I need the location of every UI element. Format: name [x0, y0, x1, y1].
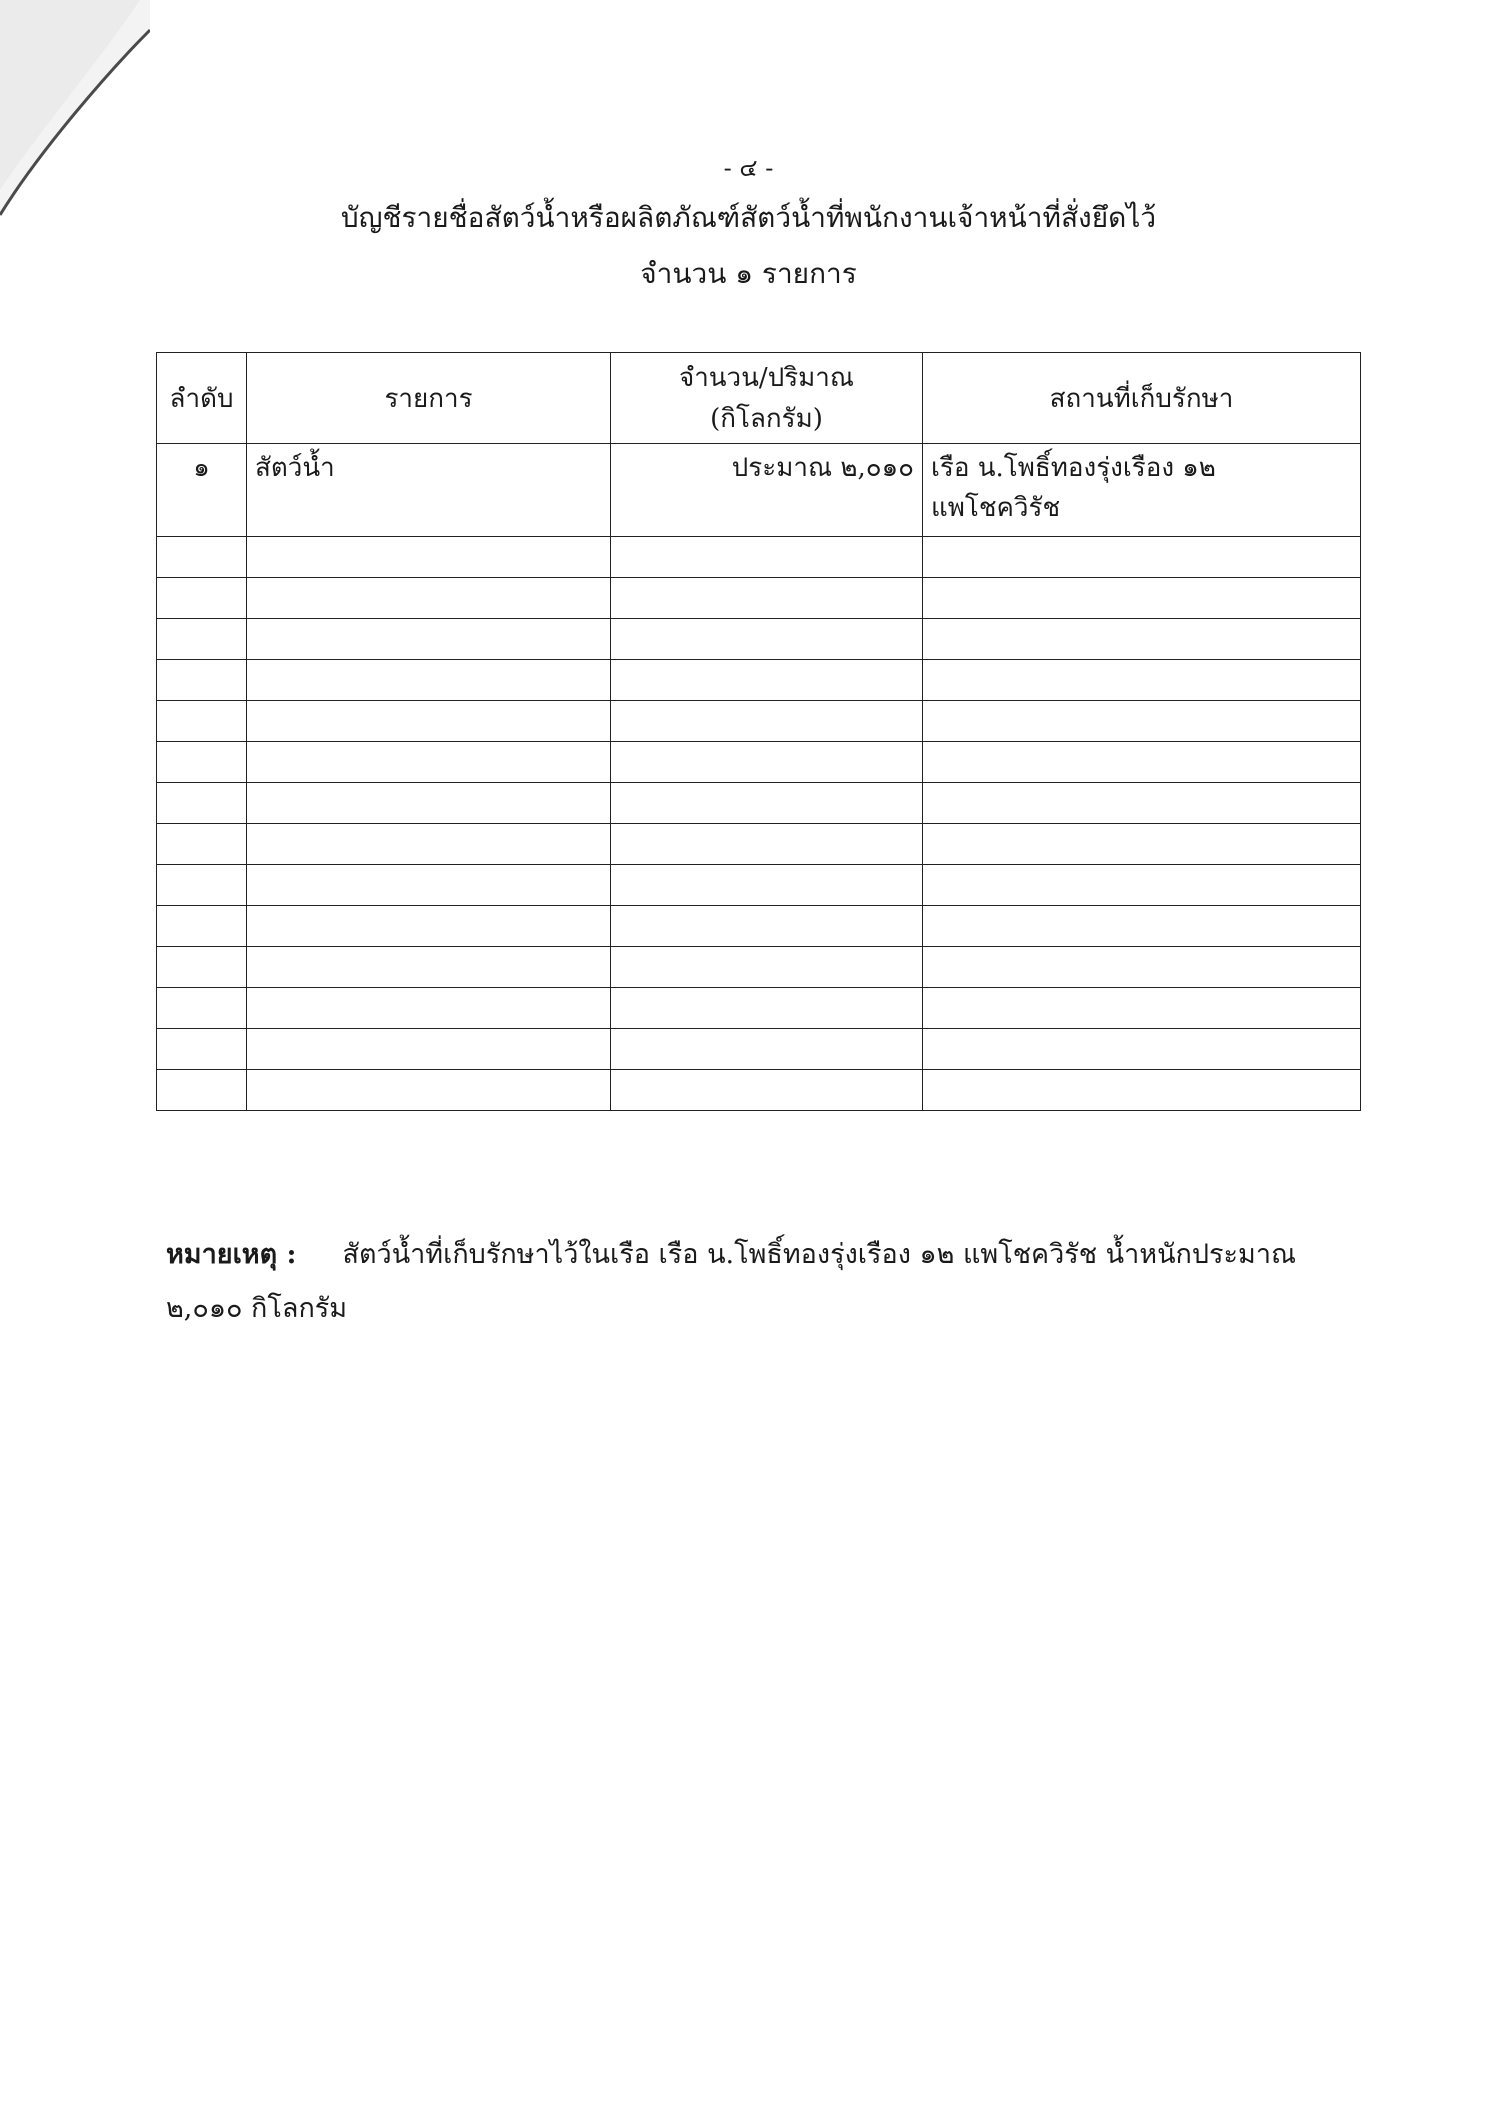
empty-table-row [157, 824, 1361, 865]
empty-cell [923, 1070, 1361, 1111]
empty-cell [247, 783, 611, 824]
empty-cell [611, 865, 923, 906]
empty-cell [923, 619, 1361, 660]
empty-cell [247, 947, 611, 988]
header-order: ลำดับ [157, 353, 247, 444]
cell-quantity: ประมาณ ๒,๐๑๐ [611, 444, 923, 537]
empty-cell [157, 988, 247, 1029]
empty-table-row [157, 537, 1361, 578]
empty-table-row [157, 783, 1361, 824]
empty-table-row [157, 742, 1361, 783]
empty-cell [923, 1029, 1361, 1070]
empty-cell [247, 906, 611, 947]
empty-cell [157, 660, 247, 701]
empty-cell [157, 619, 247, 660]
remark-label: หมายเหตุ : [166, 1239, 297, 1270]
empty-cell [247, 742, 611, 783]
empty-cell [247, 701, 611, 742]
empty-table-row [157, 865, 1361, 906]
empty-cell [157, 783, 247, 824]
table-row [157, 444, 1361, 537]
empty-cell [611, 578, 923, 619]
empty-cell [247, 1070, 611, 1111]
document-subtitle: จำนวน ๑ รายการ [640, 257, 857, 290]
empty-cell [157, 1070, 247, 1111]
empty-cell [157, 906, 247, 947]
empty-table-row [157, 988, 1361, 1029]
empty-cell [611, 537, 923, 578]
page-number: - ๔ - [723, 154, 774, 182]
empty-cell [247, 619, 611, 660]
cell-item: สัตว์น้ำ [247, 444, 611, 537]
empty-cell [923, 660, 1361, 701]
table-header-row [157, 353, 1361, 444]
empty-cell [611, 742, 923, 783]
header-storage: สถานที่เก็บรักษา [923, 353, 1361, 444]
empty-cell [923, 783, 1361, 824]
empty-cell [923, 578, 1361, 619]
empty-cell [611, 947, 923, 988]
empty-table-row [157, 906, 1361, 947]
empty-cell [247, 537, 611, 578]
empty-cell [611, 1029, 923, 1070]
empty-table-row [157, 660, 1361, 701]
empty-cell [611, 783, 923, 824]
empty-cell [611, 1070, 923, 1111]
document-title: บัญชีรายชื่อสัตว์น้ำหรือผลิตภัณฑ์สัตว์น้ำที่พนักงานเจ้าหน้าที่สั่งยึดไว้ [340, 201, 1157, 234]
empty-cell [247, 988, 611, 1029]
empty-cell [923, 701, 1361, 742]
empty-cell [611, 701, 923, 742]
empty-cell [923, 865, 1361, 906]
header-item: รายการ [247, 353, 611, 444]
empty-table-row [157, 1070, 1361, 1111]
empty-cell [923, 537, 1361, 578]
empty-cell [157, 701, 247, 742]
empty-cell [157, 1029, 247, 1070]
empty-cell [923, 947, 1361, 988]
empty-cell [923, 906, 1361, 947]
empty-cell [157, 865, 247, 906]
header-quantity: จำนวน/ปริมาณ (กิโลกรัม) [611, 353, 923, 444]
empty-cell [923, 988, 1361, 1029]
empty-cell [157, 537, 247, 578]
empty-cell [157, 742, 247, 783]
empty-cell [157, 824, 247, 865]
cell-storage-line1: เรือ น.โพธิ์ทองรุ่งเรือง ๑๒ [931, 453, 1216, 483]
empty-cell [923, 742, 1361, 783]
empty-cell [247, 1029, 611, 1070]
cell-storage [923, 444, 1361, 537]
empty-cell [611, 824, 923, 865]
empty-cell [611, 619, 923, 660]
empty-cell [611, 660, 923, 701]
empty-table-row [157, 1029, 1361, 1070]
empty-cell [157, 578, 247, 619]
seized-items-table [156, 352, 1361, 1111]
remark-section [166, 1228, 1366, 1336]
cell-storage-line2: แพโชควิรัช [931, 493, 1061, 523]
empty-cell [157, 947, 247, 988]
remark-text: สัตว์น้ำที่เก็บรักษาไว้ในเรือ เรือ น.โพธิ์ทองรุ่งเรือง ๑๒ แพโชควิรัช น้ำหนักประมาณ ๒,๐๑๐ กิโลกรัม [166, 1239, 1297, 1324]
empty-table-row [157, 947, 1361, 988]
empty-cell [611, 906, 923, 947]
empty-cell [247, 578, 611, 619]
empty-table-row [157, 578, 1361, 619]
empty-cell [611, 988, 923, 1029]
empty-cell [923, 824, 1361, 865]
empty-table-row [157, 701, 1361, 742]
empty-cell [247, 660, 611, 701]
empty-table-row [157, 619, 1361, 660]
cell-order: ๑ [157, 444, 247, 537]
empty-cell [247, 824, 611, 865]
empty-cell [247, 865, 611, 906]
